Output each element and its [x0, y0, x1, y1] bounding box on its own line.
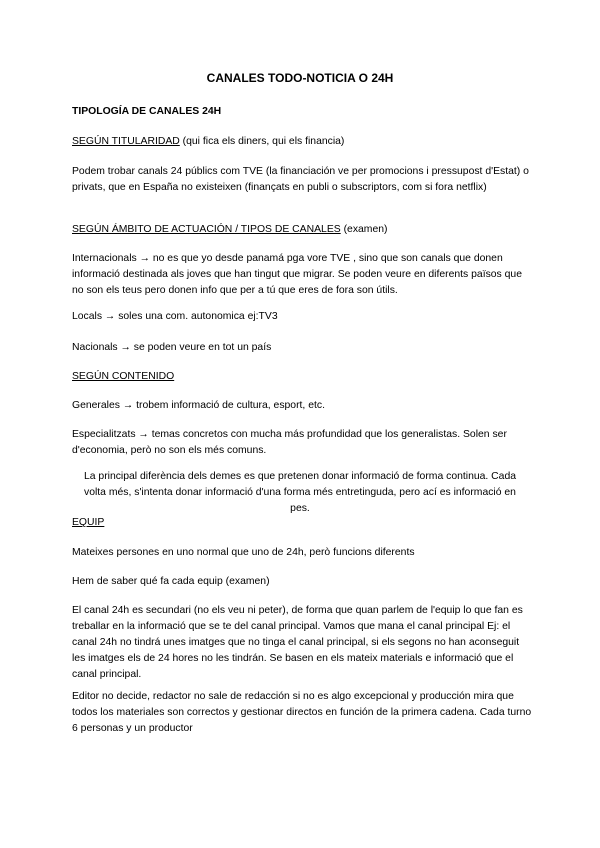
section-heading: SEGÚN ÁMBITO DE ACTUACIÓN / TIPOS DE CANALES — [72, 224, 341, 235]
paragraph: El canal 24h es secundari (no els veu ni peter), de forma que quan parlem de l'equip lo que fan es treballar en la informació que se te del canal principal. Vamos que mana el canal principal Ej: el canal 24h no tindrá unes imatges que no tinga el canal principal, si els segons no han aconseguit les imatges els de 24 hores no les tindrán. Se basen en els mateix materials e informació que el canal principal. — [72, 605, 523, 680]
paragraph: Podem trobar canals 24 públics com TVE (la financiación ve per promocions i pressupost d'Estat) o privats, que en España no existeixen (finançats en publi o subscriptors, com si fora netflix) — [72, 166, 529, 193]
section-note: (examen) — [340, 224, 388, 235]
paragraph: Especialitzats → temas concretos con mucha más profundidad que los generalistas. Solen ser d'economia, però no son els més comuns. — [72, 429, 507, 456]
section-titularidad — [72, 134, 532, 150]
paragraph: Nacionals → se poden veure en tot un país — [72, 342, 272, 353]
section-heading: SEGÚN CONTENIDO — [72, 371, 175, 382]
section-heading: SEGÚN TITULARIDAD — [72, 136, 180, 147]
paragraph: Hem de saber qué fa cada equip (examen) — [72, 576, 270, 587]
paragraph: Mateixes persones en uno normal que uno de 24h, però funcions diferents — [72, 547, 415, 558]
section-ambito — [72, 222, 532, 238]
paragraph: Generales → trobem informació de cultura, esport, etc. — [72, 400, 325, 411]
section-heading: EQUIP — [72, 517, 105, 528]
page-title: CANALES TODO-NOTICIA O 24H — [206, 71, 394, 85]
paragraph: Locals → soles una com. autonomica ej:TV3 — [72, 311, 278, 322]
paragraph: Editor no decide, redactor no sale de redacción si no es algo excepcional y producción mira que todos los materiales son correctos y gestionar directos en función de la primera cadena. Cada turno 6 personas y un productor — [72, 691, 532, 734]
section-note: (qui fica els diners, qui els financia) — [179, 136, 345, 147]
paragraph-centered: La principal diferència dels demes es que pretenen donar informació de forma continua. Cada volta més, s'intenta donar informació d'una forma més entretinguda, pero ací es informació en pes. — [83, 471, 517, 514]
subtitle: TIPOLOGÍA DE CANALES 24H — [72, 106, 222, 117]
paragraph: Internacionals → no es que yo desde panamá pga vore TVE , sino que son canals que donen informació destinada als joves que han tingut que migrar. Se poden veure en diferents països que no son els teus pero donen info que per a tú que eres de fora son útils. — [72, 253, 522, 296]
